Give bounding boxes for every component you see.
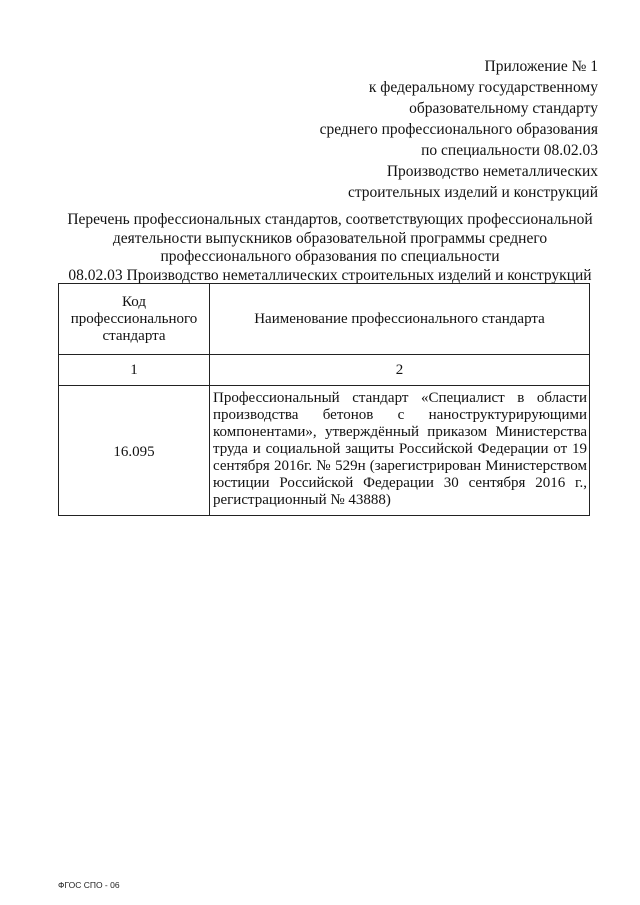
footer-label: ФГОС СПО - 06	[58, 880, 120, 890]
appendix-line: к федеральному государственному	[368, 79, 598, 96]
table-header-row	[59, 284, 590, 355]
column-number-2: 2	[210, 355, 590, 386]
list-title	[60, 211, 600, 285]
column-number-row	[59, 355, 590, 386]
column-number-1: 1	[59, 355, 210, 386]
appendix-line: Производство неметаллических	[386, 163, 598, 180]
appendix-line: среднего профессионального образования	[319, 121, 598, 138]
appendix-line: строительных изделий и конструкций	[347, 184, 598, 201]
table-row	[59, 386, 590, 516]
appendix-line: образовательному стандарту	[409, 100, 598, 117]
appendix-header	[268, 56, 598, 203]
list-title-line: деятельности выпускников образовательной программы среднего	[112, 229, 548, 247]
list-title-line: профессионального образования по специальности	[160, 248, 500, 265]
column-header-name: Наименование профессионального стандарта	[210, 284, 590, 355]
standards-table	[58, 283, 590, 516]
standard-name-cell: Профессиональный стандарт «Специалист в области производства бетонов с наноструктурирующими компонентами», утверждённый приказом Министерства труда и социальной защиты Российской Федерации от 19 сентября 2016г. № 529н (зарегистрирован Министерством юстиции Российской Федерации 30 сентября 2016 г., регистрационный № 43888)	[210, 386, 590, 516]
column-header-code: Код профессионального стандарта	[59, 284, 210, 355]
appendix-line: по специальности 08.02.03	[421, 142, 598, 159]
list-title-line: Перечень профессиональных стандартов, соответствующих профессиональной	[67, 211, 593, 228]
appendix-line: Приложение № 1	[484, 58, 598, 75]
list-title-line: 08.02.03 Производство неметаллических строительных изделий и конструкций	[68, 266, 592, 284]
standard-code-cell: 16.095	[59, 386, 210, 516]
